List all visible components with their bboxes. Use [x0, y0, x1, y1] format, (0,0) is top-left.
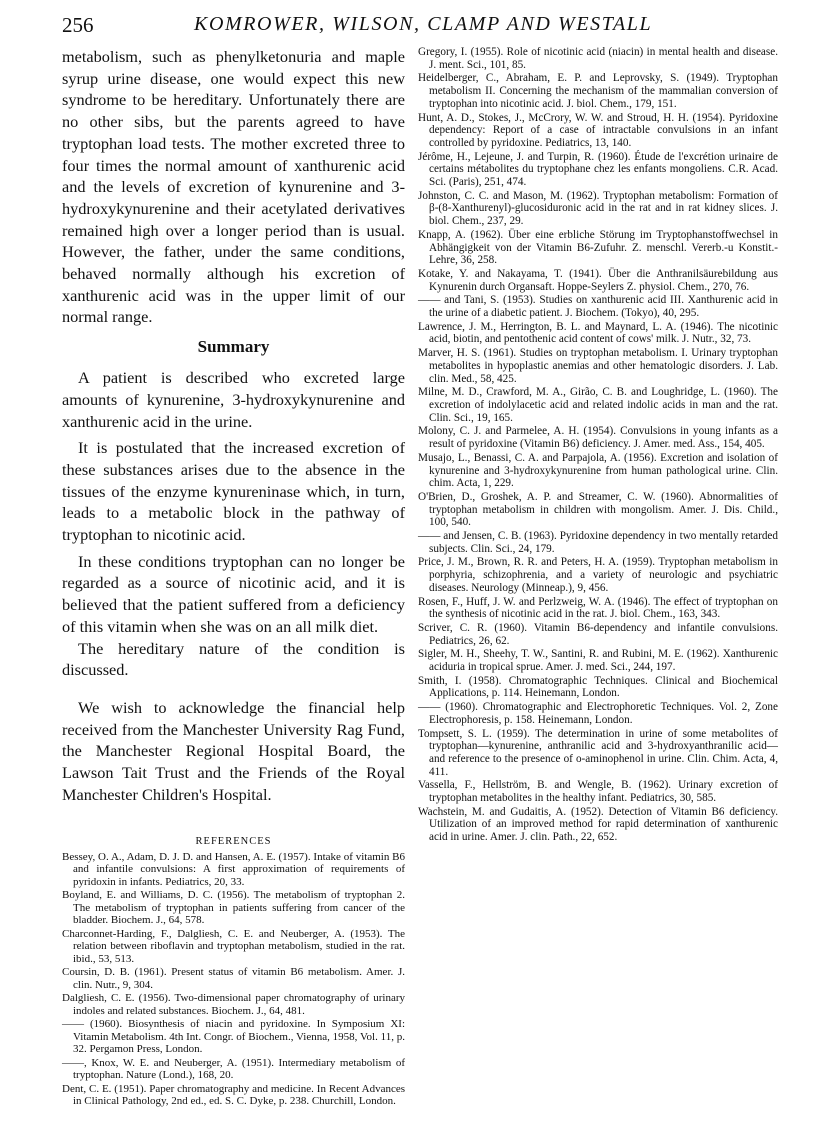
- references-list-right: [418, 46, 778, 844]
- acknowledgement-paragraph: We wish to acknowledge the financial help received from the Manchester University Rag Fund, the Manchester Regional Hospital Board, the Lawson Tait Trust and the Friends of the Royal Manchester Children's Hospital.: [62, 697, 405, 804]
- reference-entry: —— (1960). Chromatographic and Electrophoretic Techniques. Vol. 2, Zone Electrophoresis, p. 158. Heinemann, London.: [418, 701, 778, 726]
- summary-heading: Summary: [197, 337, 270, 357]
- reference-entry: Lawrence, J. M., Herrington, B. L. and Maynard, L. A. (1946). The nicotinic acid, biotin, and pentothenic acid content of cows' milk. J. Nutr., 32, 73.: [418, 320, 778, 346]
- summary-paragraph: It is postulated that the increased excretion of these substances arises due to the absence in the tissues of the enzyme kynureninase which, in turn, leads to a metabolic block in the pathway of tryptophan to nicotinic acid.: [62, 438, 405, 545]
- reference-entry: Sigler, M. H., Sheehy, T. W., Santini, R. and Rubini, M. E. (1962). Xanthurenic aciduria in tropical sprue. Amer. J. med. Sci., 244, 197.: [418, 648, 778, 674]
- reference-entry: Boyland, E. and Williams, D. C. (1956). The metabolism of tryptophan 2. The metabolism of tryptophan in patients suffering from cancer of the bladder. Biochem. J., 64, 578.: [62, 889, 405, 926]
- reference-entry: Johnston, C. C. and Mason, M. (1962). Tryptophan metabolism: Formation of β-(8-Xanthurenyl)-glucosiduronic acid in the rat and in rat kidney slices. J. biol. Chem., 237, 29.: [418, 189, 778, 228]
- reference-entry: Bessey, O. A., Adam, D. J. D. and Hansen, A. E. (1957). Intake of vitamin B6 and infantile convulsions: A first approximation of requirements of pyridoxin in infants. Pediatrics, 20, 33.: [62, 850, 405, 888]
- reference-entry: Dalgliesh, C. E. (1956). Two-dimensional paper chromatography of urinary indoles and related substances. Biochem. J., 64, 481.: [62, 992, 405, 1017]
- reference-entry: —— (1960). Biosynthesis of niacin and pyridoxine. In Symposium XI: Vitamin Metabolism. 4th Int. Congr. of Biochem., Vienna, 1958, Vol. 11, p. 32. Pergamon Press, London.: [62, 1018, 405, 1055]
- left-column: [62, 46, 405, 1108]
- page-header: [62, 13, 782, 39]
- reference-entry: Heidelberger, C., Abraham, E. P. and Leprovsky, S. (1949). Tryptophan metabolism II. Concerning the mechanism of the mammalian conversion of tryptophan into nicotinic acid. J. biol. Chem., 179, 151.: [418, 72, 778, 110]
- reference-entry: Knapp, A. (1962). Über eine erbliche Störung im Tryptophanstoffwechsel in Abhängigkeit von der Vitamin B6-Zufuhr. Z. menschl. Vererb.-u Konstit.-Lehre, 36, 258.: [418, 228, 778, 267]
- reference-entry: Kotake, Y. and Nakayama, T. (1941). Über die Anthranilsäurebildung aus Kynurenin durch Organsaft. Hoppe-Seylers Z. physiol. Chem., 270, 76.: [418, 267, 778, 293]
- reference-entry: Marver, H. S. (1961). Studies on tryptophan metabolism. I. Urinary tryptophan metabolites in hypoplastic anemias and other hematologic disorders. J. Lab. clin. Med., 58, 425.: [418, 347, 778, 385]
- reference-entry: —— and Jensen, C. B. (1963). Pyridoxine dependency in two mentally retarded subjects. Clin. Sci., 24, 179.: [418, 530, 778, 555]
- reference-entry: Tompsett, S. L. (1959). The determination in urine of some metabolites of tryptophan—kynurenine, anthranilic acid and 3-hydroxyanthranilic acid—and reference to the presence of o-aminophenol in urine. Clin. Chim. Acta, 4, 411.: [418, 727, 778, 778]
- reference-entry: Scriver, C. R. (1960). Vitamin B6-dependency and infantile convulsions. Pediatrics, 26, 62.: [418, 621, 778, 647]
- reference-entry: Molony, C. J. and Parmelee, A. H. (1954). Convulsions in young infants as a result of pyridoxine (Vitamin B6) deficiency. J. Amer. med. Ass., 154, 405.: [418, 425, 778, 451]
- reference-entry: ——, Knox, W. E. and Neuberger, A. (1951). Intermediary metabolism of tryptophan. Nature (Lond.), 168, 20.: [62, 1056, 405, 1081]
- reference-entry: Dent, C. E. (1951). Paper chromatography and medicine. In Recent Advances in Clinical Pathology, 2nd ed., ed. S. C. Dyke, p. 238. Churchill, London.: [62, 1082, 405, 1107]
- reference-entry: Milne, M. D., Crawford, M. A., Girão, C. B. and Loughridge, L. (1960). The excretion of indolylacetic acid and related indolic acids in man and the rat. Clin. Sci., 19, 165.: [418, 386, 778, 424]
- running-title: KOMROWER, WILSON, CLAMP AND WESTALL: [194, 13, 653, 35]
- reference-entry: Hunt, A. D., Stokes, J., McCrory, W. W. and Stroud, H. H. (1954). Pyridoxine dependency: Report of a case of intractable convulsions in an infant controlled by pyridoxine. Pediatrics, 13, 140.: [418, 111, 778, 149]
- reference-entry: Gregory, I. (1955). Role of nicotinic acid (niacin) in mental health and disease. J. ment. Sci., 101, 85.: [418, 46, 778, 71]
- summary-paragraph: The hereditary nature of the condition is discussed.: [62, 638, 405, 680]
- summary-paragraph: In these conditions tryptophan can no longer be regarded as a source of nicotinic acid, and it is believed that the patient suffered from a deficiency of this vitamin when she was on an all milk diet.: [62, 551, 405, 636]
- reference-entry: Jérôme, H., Lejeune, J. and Turpin, R. (1960). Étude de l'excrétion urinaire de certains métabolites du tryptophane chez les enfants mongoliens. C.R. Acad. Sci. (Paris), 251, 474.: [418, 150, 778, 189]
- right-column: [418, 46, 778, 844]
- body-paragraph: metabolism, such as phenylketonuria and maple syrup urine disease, one would expect this new syndrome to be hereditary. Unfortunately there are no other sibs, but the parents agreed to have tryptophan load tests. The mother excreted three to four times the normal amount of xanthurenic acid and the levels of excretion of kynurenine and 3-hydroxykynurenine and their acetylated derivatives remained high over a longer period than is usual. However, the father, under the same conditions, behaved normally although his excretion of xanthurenic acid was in the upper limit of our normal range.: [62, 47, 405, 327]
- page-number: 256: [62, 13, 94, 37]
- references-list-left: [62, 851, 405, 1108]
- reference-entry: Vassella, F., Hellström, B. and Wengle, B. (1962). Urinary excretion of tryptophan metabolites in the healthy infant. Pediatrics, 30, 585.: [418, 779, 778, 805]
- reference-entry: Charconnet-Harding, F., Dalgliesh, C. E. and Neuberger, A. (1953). The relation between riboflavin and tryptophan metabolism, studied in the rat. ibid., 53, 513.: [62, 927, 405, 965]
- references-heading: REFERENCES: [195, 835, 272, 847]
- reference-entry: O'Brien, D., Groshek, A. P. and Streamer, C. W. (1960). Abnormalities of tryptophan metabolism in children with mongolism. Amer. J. Dis. Child., 100, 540.: [418, 490, 778, 529]
- reference-entry: Price, J. M., Brown, R. R. and Peters, H. A. (1959). Tryptophan metabolism in porphyria, schizophrenia, and a variety of neurologic and psychiatric diseases. Neurology (Minneap.), 9, 456.: [418, 556, 778, 594]
- reference-entry: Coursin, D. B. (1961). Present status of vitamin B6 metabolism. Amer. J. clin. Nutr., 9, 304.: [62, 966, 405, 991]
- reference-entry: Musajo, L., Benassi, C. A. and Parpajola, A. (1956). Excretion and isolation of kynurenine and 3-hydroxykynurenine from human pathological urine. Clin. chim. Acta, 1, 229.: [418, 451, 778, 490]
- reference-entry: —— and Tani, S. (1953). Studies on xanthurenic acid III. Xanthurenic acid in the urine of a diabetic patient. J. Biochem. (Tokyo), 40, 295.: [418, 294, 778, 320]
- reference-entry: Smith, I. (1958). Chromatographic Techniques. Clinical and Biochemical Applications, p. 114. Heinemann, London.: [418, 674, 778, 700]
- summary-paragraph: A patient is described who excreted large amounts of kynurenine, 3-hydroxykynurenine and xanthurenic acid in the urine.: [62, 368, 405, 431]
- reference-entry: Rosen, F., Huff, J. W. and Perlzweig, W. A. (1946). The effect of tryptophan on the synthesis of nicotinic acid in the rat. J. biol. Chem., 163, 343.: [418, 595, 778, 621]
- reference-entry: Wachstein, M. and Gudaitis, A. (1952). Detection of Vitamin B6 deficiency. Utilization of an improved method for rapid determination of xanthurenic acid in urine. Amer. J. clin. Path., 22, 652.: [418, 805, 778, 844]
